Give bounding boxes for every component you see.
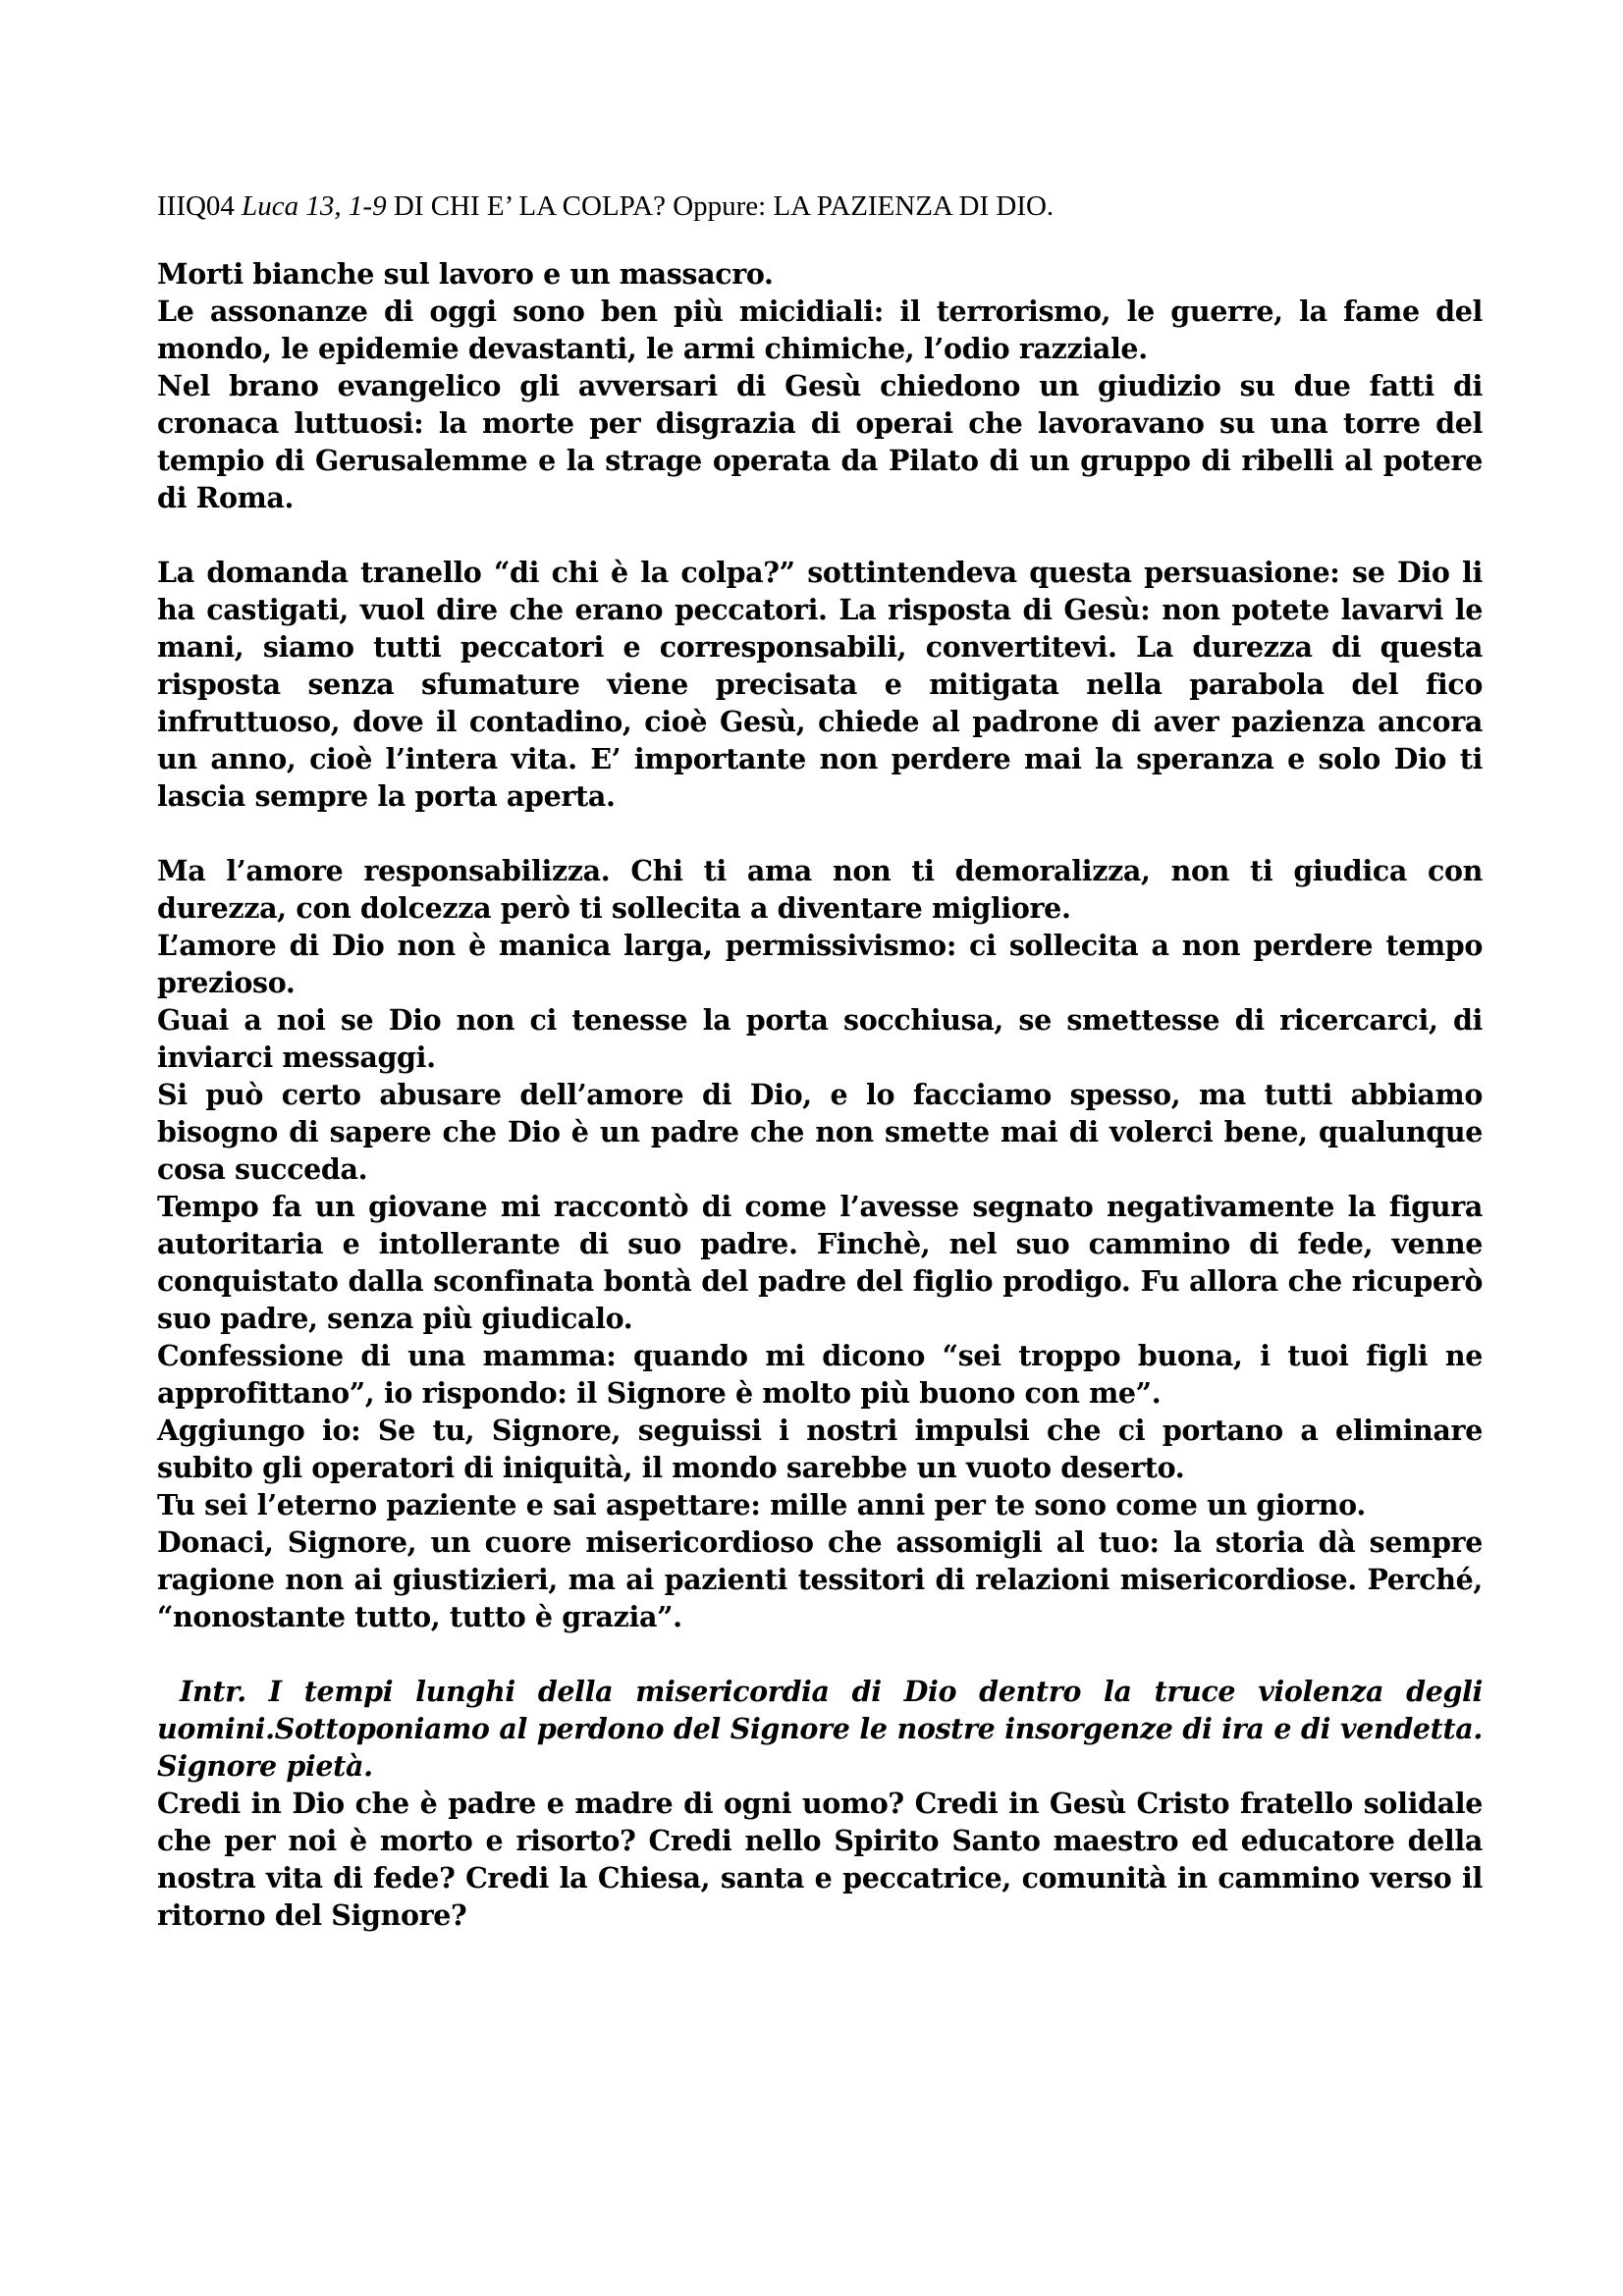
paragraph: Le assonanze di oggi sono ben più micidiali: il terrorismo, le guerre, la fame del mondo, le epidemie devastanti, le armi chimiche, l’odio razziale. (157, 294, 1483, 365)
document-page (157, 187, 1492, 1934)
paragraph-gap (157, 516, 1483, 554)
paragraph: Donaci, Signore, un cuore misericordioso che assomigli al tuo: la storia dà sempre ragione non ai giustizieri, ma ai pazienti tessitori di relazioni misericordiose. Perché, “nonostante tutto, tutto è grazia”. (157, 1525, 1483, 1633)
document-body (157, 255, 1492, 1934)
paragraph: Aggiungo io: Se tu, Signore, seguissi i nostri impulsi che ci portano a eliminare subito gli operatori di iniquità, il mondo sarebbe un vuoto deserto. (157, 1414, 1483, 1484)
paragraph-gap (157, 1635, 1483, 1673)
paragraph: Confessione di una mamma: quando mi dicono “sei troppo buona, i tuoi figli ne approfittano”, io rispondo: il Signore è molto più buono con me”. (157, 1339, 1483, 1410)
header-title: DI CHI E’ LA COLPA? Oppure: LA PAZIENZA DI DIO. (393, 190, 1055, 222)
creed-paragraph: Credi in Dio che è padre e madre di ogni uomo? Credi in Gesù Cristo fratello solidale che per noi è morto e risorto? Credi nello Spirito Santo maestro ed educatore della nostra vita di fede? Credi la Chiesa, santa e peccatrice, comunità in cammino verso il ritorno del Signore? (157, 1787, 1483, 1932)
intro-paragraph: Intr. I tempi lunghi della misericordia di Dio dentro la truce violenza degli uomini.Sottoponiamo al perdono del Signore le nostre insorgenze di ira e di vendetta. Signore pietà. (157, 1675, 1492, 1783)
paragraph: Nel brano evangelico gli avversari di Gesù chiedono un giudizio su due fatti di cronaca luttuosi: la morte per disgrazia di operai che lavoravano su una torre del tempio di Gerusalemme e la strage operata da Pilato di un gruppo di ribelli al potere di Roma. (157, 369, 1483, 514)
paragraph: Guai a noi se Dio non ci tenesse la porta socchiusa, se smettesse di ricercarci, di inviarci messaggi. (157, 1003, 1483, 1074)
paragraph: Tempo fa un giovane mi raccontò di come l’avesse segnato negativamente la figura autoritaria e intollerante di suo padre. Finchè, nel suo cammino di fede, venne conquistato dalla sconfinata bontà del padre del figlio prodigo. Fu allora che ricuperò suo padre, senza più giudicalo. (157, 1190, 1483, 1335)
paragraph: La domanda tranello “di chi è la colpa?” sottintendeva questa persuasione: se Dio li ha castigati, vuol dire che erano peccatori. La risposta di Gesù: non potete lavarvi le mani, siamo tutti peccatori e corresponsabili, convertitevi. La durezza di questa risposta senza sfumature viene precisata e mitigata nella parabola del fico infruttuoso, dove il contadino, cioè Gesù, chiede al padrone di aver pazienza ancora un anno, cioè l’intera vita. E’ importante non perdere mai la speranza e solo Dio ti lascia sempre la porta aperta. (157, 556, 1483, 813)
header-code: IIIQ04 (157, 190, 235, 222)
document-header (157, 187, 1483, 226)
paragraph: Morti bianche sul lavoro e un massacro. (157, 257, 774, 291)
paragraph: Si può certo abusare dell’amore di Dio, e lo facciamo spesso, ma tutti abbiamo bisogno di sapere che Dio è un padre che non smette mai di volerci bene, qualunque cosa succeda. (157, 1078, 1483, 1186)
header-reference: Luca 13, 1-9 (242, 190, 387, 222)
paragraph: Ma l’amore responsabilizza. Chi ti ama non ti demoralizza, non ti giudica con durezza, con dolcezza però ti sollecita a diventare migliore. (157, 854, 1483, 925)
paragraph: Tu sei l’eterno paziente e sai aspettare: mille anni per te sono come un giorno. (157, 1488, 1366, 1522)
paragraph-gap (157, 815, 1483, 852)
paragraph: L’amore di Dio non è manica larga, permissivismo: ci sollecita a non perdere tempo prezioso. (157, 929, 1483, 999)
